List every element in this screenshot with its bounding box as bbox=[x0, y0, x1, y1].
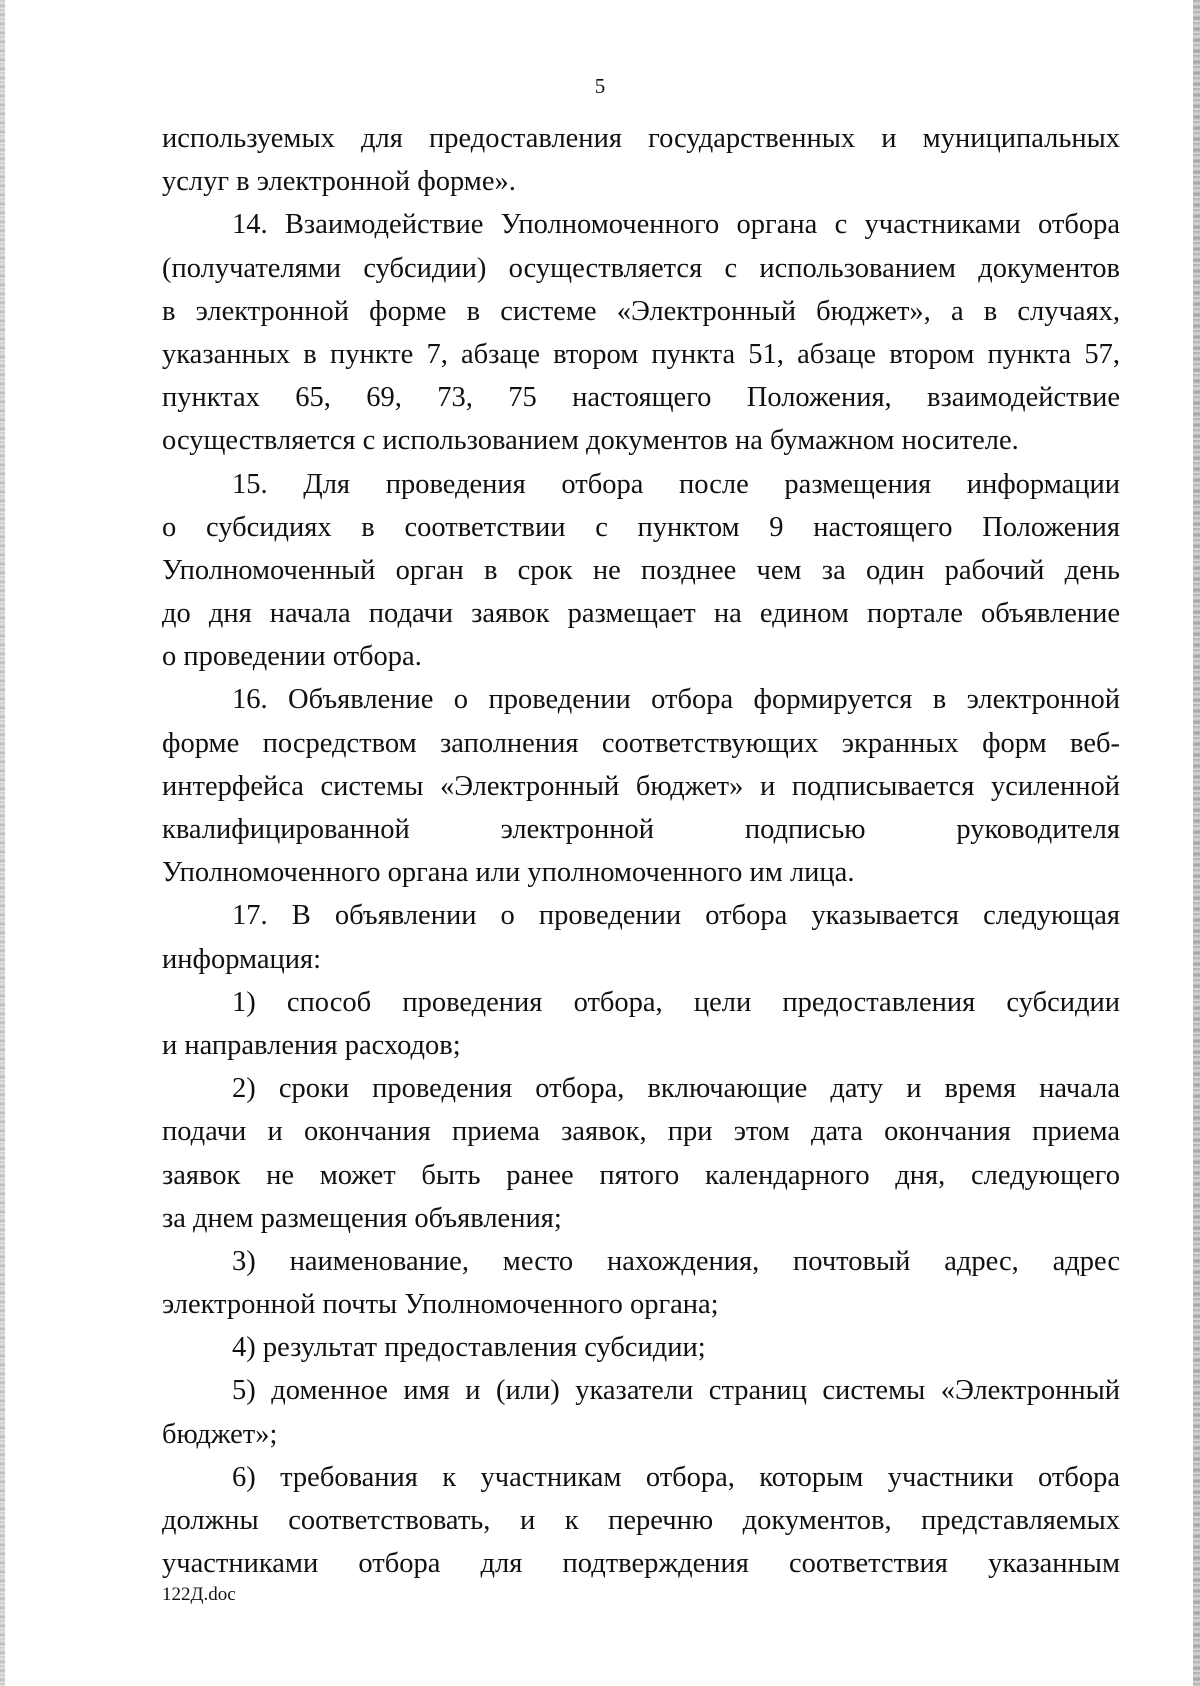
text-line: 3) наименование, место нахождения, почтовый адрес, адрес bbox=[232, 1245, 1120, 1277]
text-line: 16. Объявление о проведении отбора формируется в электронной bbox=[232, 684, 1120, 716]
text-line: электронной почты Уполномоченного органа; bbox=[162, 1289, 719, 1321]
text-line: 2) сроки проведения отбора, включающие дату и время начала bbox=[232, 1073, 1120, 1105]
scan-edge-left bbox=[0, 0, 5, 1686]
text-line: 17. В объявлении о проведении отбора указывается следующая bbox=[232, 900, 1120, 932]
footer-filename: 122Д.doc bbox=[162, 1584, 236, 1605]
text-line: подачи и окончания приема заявок, при этом дата окончания приема bbox=[162, 1116, 1120, 1148]
text-line: (получателями субсидии) осуществляется с использованием документов bbox=[162, 252, 1120, 284]
text-line: участниками отбора для подтверждения соответствия указанным bbox=[162, 1548, 1120, 1580]
text-line: пунктах 65, 69, 73, 75 настоящего Положения, взаимодействие bbox=[162, 382, 1120, 414]
text-line: в электронной форме в системе «Электронный бюджет», а в случаях, bbox=[162, 295, 1120, 327]
text-line: должны соответствовать, и к перечню документов, представляемых bbox=[162, 1505, 1120, 1536]
text-line: форме посредством заполнения соответствующих экранных форм веб- bbox=[162, 727, 1120, 759]
text-line: услуг в электронной форме». bbox=[162, 166, 516, 198]
document-body bbox=[162, 117, 1120, 1585]
text-line: заявок не может быть ранее пятого календарного дня, следующего bbox=[162, 1159, 1120, 1191]
scan-edge-right bbox=[1193, 0, 1200, 1686]
text-line: 1) способ проведения отбора, цели предоставления субсидии bbox=[232, 986, 1120, 1018]
text-line: о проведении отбора. bbox=[162, 641, 422, 673]
text-line: интерфейса системы «Электронный бюджет» и подписывается усиленной bbox=[162, 770, 1120, 802]
text-line: Уполномоченного органа или уполномоченного им лица. bbox=[162, 857, 855, 889]
text-line: 15. Для проведения отбора после размещения информации bbox=[232, 468, 1120, 500]
text-line: и направления расходов; bbox=[162, 1029, 461, 1061]
text-line: 14. Взаимодействие Уполномоченного органа с участниками отбора bbox=[232, 209, 1120, 241]
text-line: за днем размещения объявления; bbox=[162, 1202, 562, 1234]
text-line: 6) требования к участникам отбора, которым участники отбора bbox=[232, 1461, 1120, 1493]
text-line: о субсидиях в соответствии с пунктом 9 настоящего Положения bbox=[162, 511, 1120, 543]
text-line: бюджет»; bbox=[162, 1418, 278, 1450]
text-line: используемых для предоставления государственных и муниципальных bbox=[162, 123, 1120, 154]
text-line: 4) результат предоставления субсидии; bbox=[232, 1332, 706, 1364]
text-line: осуществляется с использованием документов на бумажном носителе. bbox=[162, 425, 1019, 457]
text-line: информация: bbox=[162, 943, 322, 975]
text-line: Уполномоченный орган в срок не позднее чем за один рабочий день bbox=[162, 554, 1120, 586]
text-line: до дня начала подачи заявок размещает на едином портале объявление bbox=[162, 598, 1120, 630]
text-line: квалифицированной электронной подписью руководителя bbox=[162, 814, 1120, 845]
text-line: 5) доменное имя и (или) указатели страниц системы «Электронный bbox=[232, 1375, 1120, 1407]
text-line: указанных в пункте 7, абзаце втором пункта 51, абзаце втором пункта 57, bbox=[162, 338, 1120, 370]
page-number: 5 bbox=[594, 74, 606, 98]
